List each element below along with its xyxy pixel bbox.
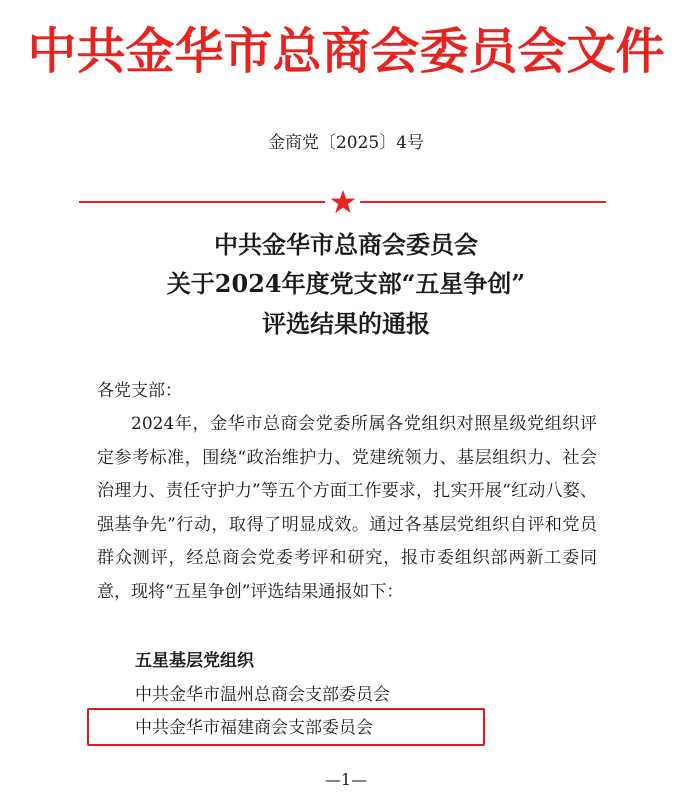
- divider-line-right: [360, 201, 606, 203]
- list-item: 中共金华市福建商会支部委员会: [135, 718, 373, 738]
- document-masthead: 中共金华市总商会委员会文件: [27, 23, 665, 80]
- section-heading: 五星基层党组织: [135, 651, 254, 671]
- salutation: 各党支部：: [97, 381, 182, 401]
- highlight-box: [87, 708, 485, 746]
- title-line-2: 关于2024年度党支部“五星争创”: [166, 269, 526, 298]
- divider-line-left: [79, 201, 325, 203]
- page-number: —1—: [324, 770, 368, 789]
- title-line-1: 中共金华市总商会委员会: [214, 230, 478, 259]
- list-item: 中共金华市温州总商会支部委员会: [135, 685, 390, 705]
- title-line-3: 评选结果的通报: [262, 309, 430, 338]
- body-paragraph: 2024年，金华市总商会党委所属各党组织对照星级党组织评定参考标准，围绕“政治维护力、党建统领力、基层组织力、社会治理力、责任守护力”等五个方面工作要求，扎实开展“红动八婺、强基争先”行动，取得了明显成效。通过各基层党组织自评和党员群众测评，经总商会党委考评和研究，报市委组织部两新工委同意，现将“五星争创”评选结果通报如下：: [97, 414, 597, 602]
- document-number: 金商党〔2025〕4号: [267, 133, 425, 153]
- star-icon: [329, 188, 357, 216]
